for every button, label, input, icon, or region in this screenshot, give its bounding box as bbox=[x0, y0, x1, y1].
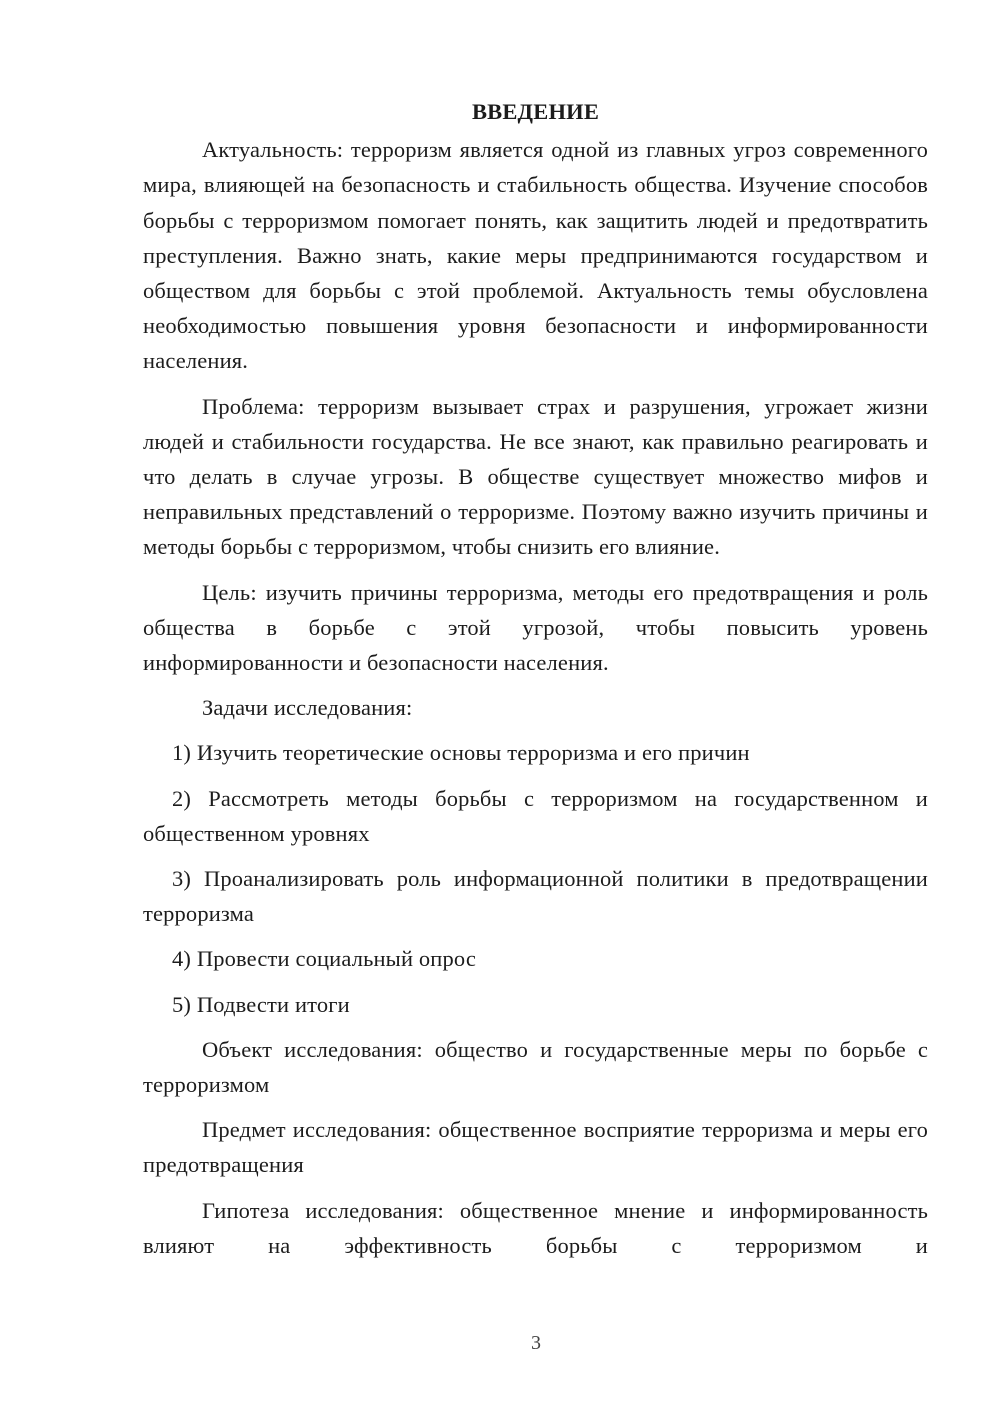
tasks-heading: Задачи исследования: bbox=[202, 695, 413, 721]
page-number: 3 bbox=[531, 1332, 541, 1354]
research-subject-paragraph: Предмет исследования: общественное восприятие терроризма и меры его предотвращения bbox=[143, 1117, 928, 1178]
research-object-paragraph: Объект исследования: общество и государственные меры по борьбе с терроризмом bbox=[143, 1036, 928, 1098]
problem-paragraph: Проблема: терроризм вызывает страх и разрушения, угрожает жизни людей и стабильности государства. Не все знают, как правильно реагировать и что делать в случае угрозы. В обществе существует множество мифов и неправильных представлений о терроризме. Поэтому важно изучить причины и методы борьбы с терроризмом, чтобы снизить его влияние. bbox=[143, 393, 928, 560]
hypothesis-paragraph: Гипотеза исследования: общественное мнение и информированность влияют на эффективность борьбы с терроризмом и bbox=[143, 1197, 928, 1258]
task-item: 4) Провести социальный опрос bbox=[172, 946, 476, 972]
page-content bbox=[143, 94, 928, 1273]
task-item: 3) Проанализировать роль информационной политики в предотвращении терроризма bbox=[143, 866, 928, 927]
task-item: 2) Рассмотреть методы борьбы с терроризмом на государственном и общественном уровнях bbox=[143, 785, 928, 846]
section-heading: ВВЕДЕНИЕ bbox=[471, 99, 600, 124]
relevance-paragraph: Актуальность: терроризм является одной из главных угроз современного мира, влияющей на безопасность и стабильность общества. Изучение способов борьбы с терроризмом помогает понять, как защитить людей и предотвратить преступления. Важно знать, какие меры предпринимаются государством и обществом для борьбы с этой проблемой. Актуальность темы обусловлена необходимостью повышения уровня безопасности и информированности населения. bbox=[143, 137, 928, 374]
task-item: 5) Подвести итоги bbox=[172, 991, 350, 1017]
goal-paragraph: Цель: изучить причины терроризма, методы его предотвращения и роль общества в борьбе с этой угрозой, чтобы повысить уровень информированности и безопасности населения. bbox=[143, 579, 928, 676]
task-item: 1) Изучить теоретические основы терроризма и его причин bbox=[172, 740, 750, 766]
